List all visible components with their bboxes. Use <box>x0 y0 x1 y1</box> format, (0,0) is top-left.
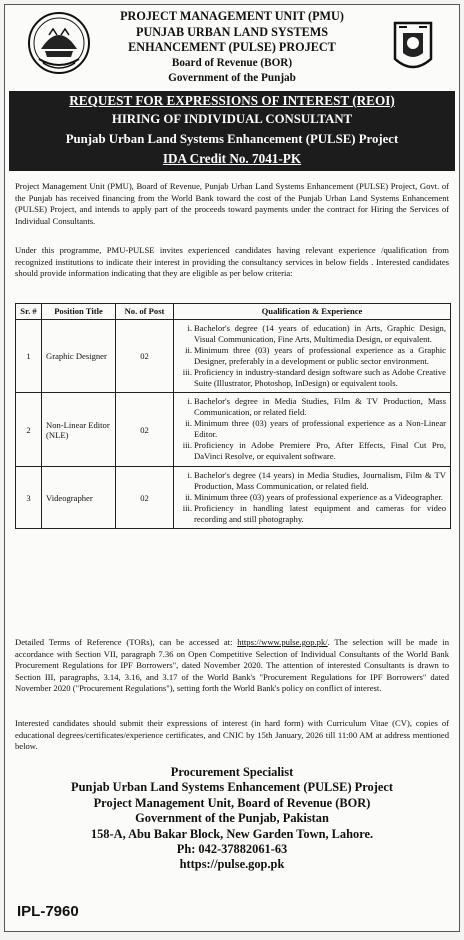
row-posts: 02 <box>116 320 174 393</box>
header-line-1: PROJECT MANAGEMENT UNIT (PMU) <box>120 9 344 23</box>
ipl-code: IPL-7960 <box>17 903 79 920</box>
header-no-of-post: No. of Post <box>116 304 174 320</box>
row-sr: 3 <box>16 466 42 529</box>
row-qualification <box>174 320 451 393</box>
header-line-3: ENHANCEMENT (PULSE) PROJECT <box>128 40 336 54</box>
list-item: ii. Minimum three (03) years of professional experience as a Graphic Designer, preferably in a development or public sector environment. <box>185 344 446 366</box>
programme-paragraph: Under this programme, PMU-PULSE invites experienced candidates having relevant experience /qualification from recognized institutions to indicate their interest in providing the consultancy services in below fields . Interested candidates should provide information indicating that they are eligible as per below criteria: <box>15 245 449 279</box>
hiring-subtitle: HIRING OF INDIVIDUAL CONSULTANT <box>111 112 353 126</box>
contact-website[interactable]: https://pulse.gop.pk <box>179 857 285 872</box>
row-sr: 2 <box>16 393 42 466</box>
row-qualification <box>174 466 451 529</box>
contact-role: Procurement Specialist <box>170 765 294 779</box>
reoi-title: REQUEST FOR EXPRESSIONS OF INTEREST (REOI) <box>69 93 395 108</box>
row-posts: 02 <box>116 393 174 466</box>
contact-address: 158-A, Abu Bakar Block, New Garden Town, Lahore. <box>90 826 374 841</box>
contact-phone: Ph: 042-37882061-63 <box>176 842 288 857</box>
table-row <box>16 320 451 393</box>
list-item: iii. Proficiency in handling latest equipment and cameras for video recording and still photography. <box>182 502 446 524</box>
list-item: i. Bachelor's degree (14 years of education) in Arts, Graphic Design, Visual Communication, Fine Arts, Multimedia Design, or equivalent. <box>187 323 446 344</box>
header-position-title: Position Title <box>42 304 116 320</box>
header-line-5: Government of the Punjab <box>168 72 296 84</box>
contact-block <box>5 765 459 873</box>
header-line-2: PUNJAB URBAN LAND SYSTEMS <box>136 24 328 39</box>
header <box>5 5 459 89</box>
table-header-row <box>16 304 451 320</box>
government-of-punjab-emblem-icon <box>27 11 91 75</box>
list-item: iii. Proficiency in Adobe Premiere Pro, After Effects, Final Cut Pro, DaVinci Resolve, or equivalent software. <box>182 440 446 461</box>
table-row <box>16 393 451 466</box>
row-position-title: Non-Linear Editor (NLE) <box>42 393 116 466</box>
list-item: i. Bachelor's degree in Media Studies, Film & TV Production, Mass Communication, or related field. <box>187 396 446 418</box>
positions-table <box>15 303 451 529</box>
intro-paragraph: Project Management Unit (PMU), Board of Revenue, Punjab Urban Land Systems Enhancement (PULSE) Project, Govt. of the Punjab has received financing from the World Bank toward the cost of the Punjab Urban Land Systems Enhancement (PULSE) Project, and intends to apply part of the proceeds toward payments under the contract for Hiring the Services of Individual Consultants. <box>15 181 449 226</box>
contact-unit: Project Management Unit, Board of Revenue (BOR) <box>93 795 371 810</box>
pulse-logo-icon <box>389 19 437 77</box>
table-row <box>16 466 451 529</box>
row-posts: 02 <box>116 466 174 529</box>
advertisement-page <box>4 4 460 932</box>
header-line-4: Board of Revenue (BOR) <box>171 56 293 69</box>
tor-link[interactable]: https://www.pulse.gop.pk/ <box>237 637 328 647</box>
project-name: Punjab Urban Land Systems Enhancement (PULSE) Project <box>65 132 399 146</box>
header-sr: Sr. # <box>16 304 42 320</box>
list-item: i. Bachelor's degree (14 years) in Media Studies, Journalism, Film & TV Production, Mass Communication, or related field. <box>187 469 446 491</box>
submission-paragraph: Interested candidates should submit their expressions of interest (in hard form) with Curriculum Vitae (CV), copies of educational degrees/certificates/experience certificates, and CNIC by 15th January, 2026 till 11:00 AM at address mentioned below. <box>15 718 449 752</box>
title-band <box>9 91 455 171</box>
credit-number: IDA Credit No. 7041-PK <box>162 151 302 166</box>
row-sr: 1 <box>16 320 42 393</box>
list-item: ii. Minimum three (03) years of professional experience as a Videographer. <box>185 491 443 502</box>
row-position-title: Videographer <box>42 466 116 529</box>
header-qualification: Qualification & Experience <box>174 304 451 320</box>
row-qualification <box>174 393 451 466</box>
tor-paragraph: Detailed Terms of Reference (TORs), can be accessed at: https://www.pulse.gop.pk/. The selection will be made in accordance with Section VII, paragraph 7.36 on Open Competitive Selection of Individual Consultants of the World Bank Procurement Regulations for IPF Borrowers", dated November 2020. The attention of interested Consultants is drawn to Section III, paragraphs, 3.14, 3.16, and 3.17 of the World Bank's "Procurement Regulations for IPF Borrowers" dated November 2020 ("Procurement Regulations"), setting forth the World Bank's policy on conflict of interest. <box>15 637 449 694</box>
contact-government: Government of the Punjab, Pakistan <box>135 811 329 826</box>
row-position-title: Graphic Designer <box>42 320 116 393</box>
list-item: iii. Proficiency in industry-standard design software such as Adobe Creative Suite (Illustrator, Photoshop, InDesign) or equivalent tools. <box>182 366 446 388</box>
contact-project: Punjab Urban Land Systems Enhancement (PULSE) Project <box>71 780 393 795</box>
list-item: ii. Minimum three (03) years of professional experience as a Non-Linear Editor. <box>185 418 446 440</box>
